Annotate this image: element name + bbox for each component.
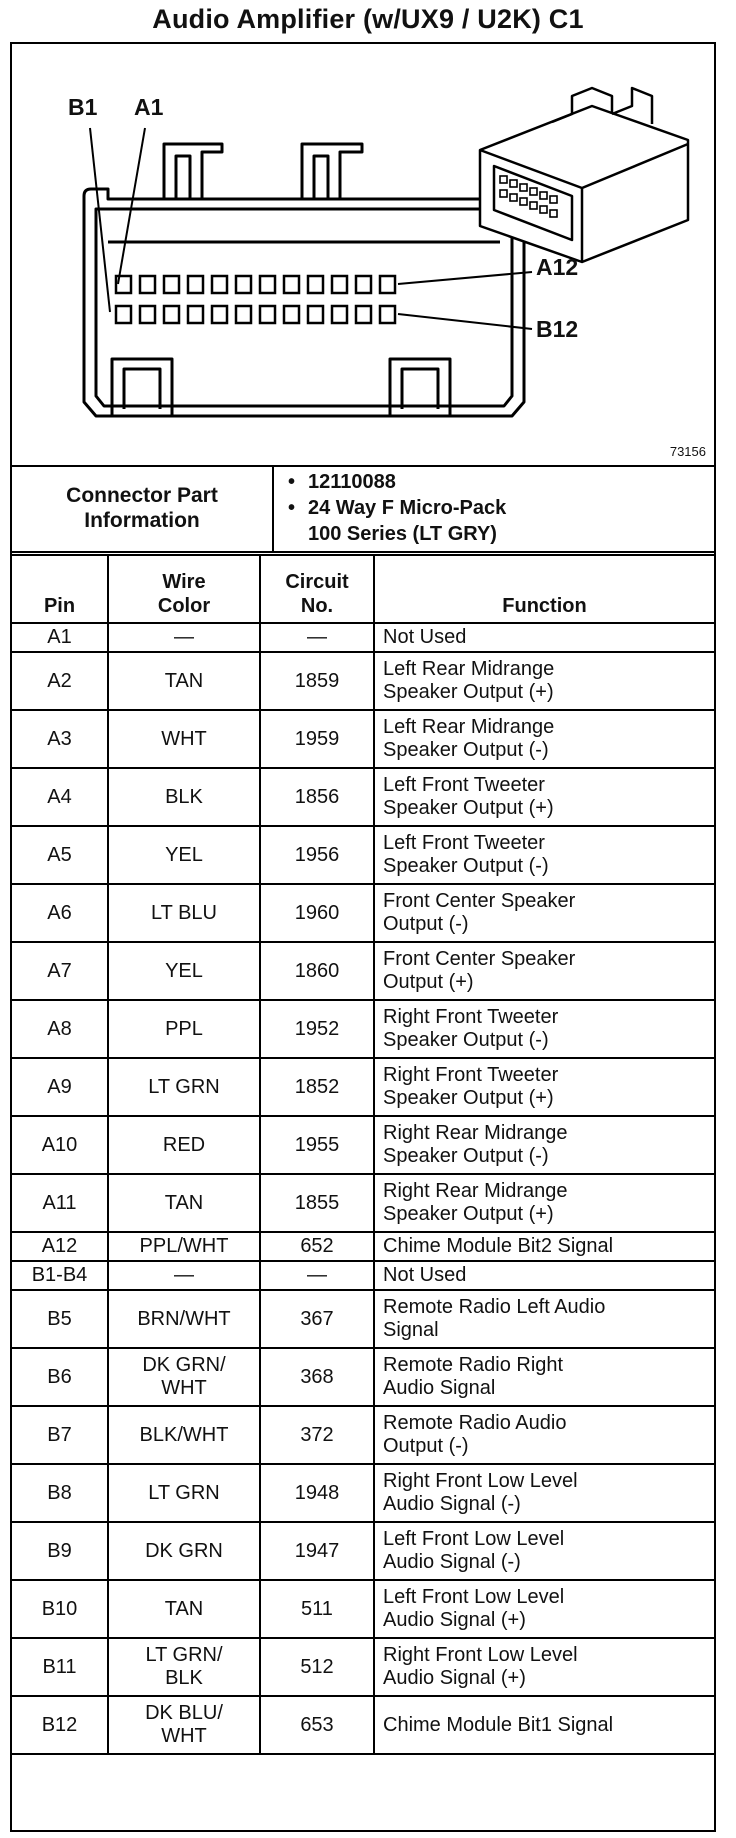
function-cell: Left Front Tweeter Speaker Output (+) xyxy=(374,768,714,826)
key-right-inner xyxy=(402,369,438,409)
pin-cavities xyxy=(116,276,395,323)
pinout-header-row xyxy=(12,555,714,623)
leader-b1 xyxy=(90,128,110,312)
wire-color-cell: BLK/WHT xyxy=(108,1406,260,1464)
table-row xyxy=(12,1348,714,1406)
table-row xyxy=(12,768,714,826)
circuit-cell: 511 xyxy=(260,1580,374,1638)
table-row xyxy=(12,1580,714,1638)
latch-left xyxy=(164,144,222,199)
circuit-cell: 1859 xyxy=(260,652,374,710)
header-function: Function xyxy=(374,555,714,623)
function-cell: Left Rear Midrange Speaker Output (+) xyxy=(374,652,714,710)
pin-cell: A2 xyxy=(12,652,108,710)
label-b1: B1 xyxy=(68,94,98,120)
circuit-cell: 1852 xyxy=(260,1058,374,1116)
leader-a1 xyxy=(118,128,145,284)
cavity-b1 xyxy=(116,306,131,323)
pinout-table xyxy=(12,554,714,1755)
table-row xyxy=(12,826,714,884)
function-cell: Chime Module Bit1 Signal xyxy=(374,1696,714,1754)
table-row xyxy=(12,942,714,1000)
function-cell: Left Front Low Level Audio Signal (-) xyxy=(374,1522,714,1580)
pin-cell: A6 xyxy=(12,884,108,942)
wire-color-cell: LT GRN xyxy=(108,1464,260,1522)
wire-color-cell: LT BLU xyxy=(108,884,260,942)
table-row xyxy=(12,652,714,710)
wire-color-cell: BRN/WHT xyxy=(108,1290,260,1348)
function-cell: Right Rear Midrange Speaker Output (+) xyxy=(374,1174,714,1232)
pin-cell: A5 xyxy=(12,826,108,884)
pinout-rows xyxy=(12,623,714,1754)
table-row xyxy=(12,1261,714,1290)
part-number: • 12110088 xyxy=(308,469,714,495)
label-a12: A12 xyxy=(536,254,579,280)
circuit-cell: 367 xyxy=(260,1290,374,1348)
wire-color-cell: LT GRN/ BLK xyxy=(108,1638,260,1696)
table-row xyxy=(12,623,714,652)
circuit-cell: 652 xyxy=(260,1232,374,1261)
wire-color-cell: LT GRN xyxy=(108,1058,260,1116)
circuit-cell: — xyxy=(260,1261,374,1290)
circuit-cell: 1960 xyxy=(260,884,374,942)
header-pin: Pin xyxy=(12,555,108,623)
function-cell: Right Front Tweeter Speaker Output (+) xyxy=(374,1058,714,1116)
function-cell: Right Rear Midrange Speaker Output (-) xyxy=(374,1116,714,1174)
connector-info-details xyxy=(273,465,714,552)
label-b12: B12 xyxy=(536,316,579,342)
function-cell: Remote Radio Right Audio Signal xyxy=(374,1348,714,1406)
function-cell: Front Center Speaker Output (-) xyxy=(374,884,714,942)
connector-body-outline xyxy=(84,189,524,416)
table-row xyxy=(12,1638,714,1696)
wire-color-cell: WHT xyxy=(108,710,260,768)
pin-cell: A4 xyxy=(12,768,108,826)
connector-drawing xyxy=(12,44,714,465)
header-circuit-no: Circuit No. xyxy=(260,555,374,623)
table-row xyxy=(12,1522,714,1580)
function-cell: Remote Radio Left Audio Signal xyxy=(374,1290,714,1348)
circuit-cell: 1856 xyxy=(260,768,374,826)
cavity-a12 xyxy=(380,276,395,293)
label-a1: A1 xyxy=(134,94,164,120)
circuit-cell: 1948 xyxy=(260,1464,374,1522)
pin-cell: A10 xyxy=(12,1116,108,1174)
circuit-cell: 1860 xyxy=(260,942,374,1000)
function-cell: Right Front Low Level Audio Signal (-) xyxy=(374,1464,714,1522)
circuit-cell: 372 xyxy=(260,1406,374,1464)
pin-cell: A7 xyxy=(12,942,108,1000)
pin-cell: B7 xyxy=(12,1406,108,1464)
table-row xyxy=(12,1058,714,1116)
wire-color-cell: DK GRN xyxy=(108,1522,260,1580)
wire-color-cell: TAN xyxy=(108,1580,260,1638)
circuit-cell: 368 xyxy=(260,1348,374,1406)
table-row xyxy=(12,1116,714,1174)
pin-cell: B12 xyxy=(12,1696,108,1754)
table-row xyxy=(12,1696,714,1754)
key-left-inner xyxy=(124,369,160,409)
connector-diagram xyxy=(12,44,714,467)
pin-cell: A3 xyxy=(12,710,108,768)
wire-color-cell: TAN xyxy=(108,652,260,710)
wire-color-cell: — xyxy=(108,1261,260,1290)
wire-color-cell: DK GRN/ WHT xyxy=(108,1348,260,1406)
pin-cell: B9 xyxy=(12,1522,108,1580)
pin-cell: A12 xyxy=(12,1232,108,1261)
table-row xyxy=(12,1290,714,1348)
pin-cell: B8 xyxy=(12,1464,108,1522)
figure-id: 73156 xyxy=(669,444,706,459)
circuit-cell: 1959 xyxy=(260,710,374,768)
connector-info-label: Connector Part Information xyxy=(12,465,273,552)
function-cell: Left Rear Midrange Speaker Output (-) xyxy=(374,710,714,768)
wire-color-cell: DK BLU/ WHT xyxy=(108,1696,260,1754)
pin-cell: A8 xyxy=(12,1000,108,1058)
wire-color-cell: YEL xyxy=(108,942,260,1000)
function-cell: Left Front Low Level Audio Signal (+) xyxy=(374,1580,714,1638)
wire-color-cell: TAN xyxy=(108,1174,260,1232)
connector-isometric xyxy=(480,88,688,262)
wire-color-cell: PPL xyxy=(108,1000,260,1058)
connector-sheet xyxy=(10,42,716,1832)
table-row xyxy=(12,1406,714,1464)
pin-cell: B5 xyxy=(12,1290,108,1348)
latch-right xyxy=(302,144,362,199)
pin-cell: B6 xyxy=(12,1348,108,1406)
circuit-cell: 1956 xyxy=(260,826,374,884)
pin-cell: A1 xyxy=(12,623,108,652)
connector-info-table xyxy=(12,465,714,553)
header-wire-color: Wire Color xyxy=(108,555,260,623)
function-cell: Right Front Tweeter Speaker Output (-) xyxy=(374,1000,714,1058)
wire-color-cell: YEL xyxy=(108,826,260,884)
function-cell: Front Center Speaker Output (+) xyxy=(374,942,714,1000)
page-title: Audio Amplifier (w/UX9 / U2K) C1 xyxy=(152,4,584,34)
wire-color-cell: PPL/WHT xyxy=(108,1232,260,1261)
function-cell: Left Front Tweeter Speaker Output (-) xyxy=(374,826,714,884)
wire-color-cell: BLK xyxy=(108,768,260,826)
function-cell: Chime Module Bit2 Signal xyxy=(374,1232,714,1261)
table-row xyxy=(12,1464,714,1522)
pin-cell: B1-B4 xyxy=(12,1261,108,1290)
table-row xyxy=(12,710,714,768)
table-row xyxy=(12,1000,714,1058)
leader-lines xyxy=(90,128,532,329)
circuit-cell: 1947 xyxy=(260,1522,374,1580)
table-row xyxy=(12,884,714,942)
pin-cell: B10 xyxy=(12,1580,108,1638)
pin-cell: A9 xyxy=(12,1058,108,1116)
function-cell: Right Front Low Level Audio Signal (+) xyxy=(374,1638,714,1696)
latch-right-inner xyxy=(314,156,328,199)
wire-color-cell: — xyxy=(108,623,260,652)
connector-description: • 24 Way F Micro-Pack 100 Series (LT GRY) xyxy=(308,495,714,547)
circuit-cell: 1955 xyxy=(260,1116,374,1174)
table-row xyxy=(12,1174,714,1232)
table-row xyxy=(12,1232,714,1261)
pin-cell: A11 xyxy=(12,1174,108,1232)
circuit-cell: 1952 xyxy=(260,1000,374,1058)
function-cell: Not Used xyxy=(374,623,714,652)
circuit-cell: 512 xyxy=(260,1638,374,1696)
circuit-cell: 1855 xyxy=(260,1174,374,1232)
circuit-cell: 653 xyxy=(260,1696,374,1754)
latch-left-inner xyxy=(176,156,190,199)
function-cell: Remote Radio Audio Output (-) xyxy=(374,1406,714,1464)
circuit-cell: — xyxy=(260,623,374,652)
cavity-b12 xyxy=(380,306,395,323)
pin-cell: B11 xyxy=(12,1638,108,1696)
wire-color-cell: RED xyxy=(108,1116,260,1174)
function-cell: Not Used xyxy=(374,1261,714,1290)
